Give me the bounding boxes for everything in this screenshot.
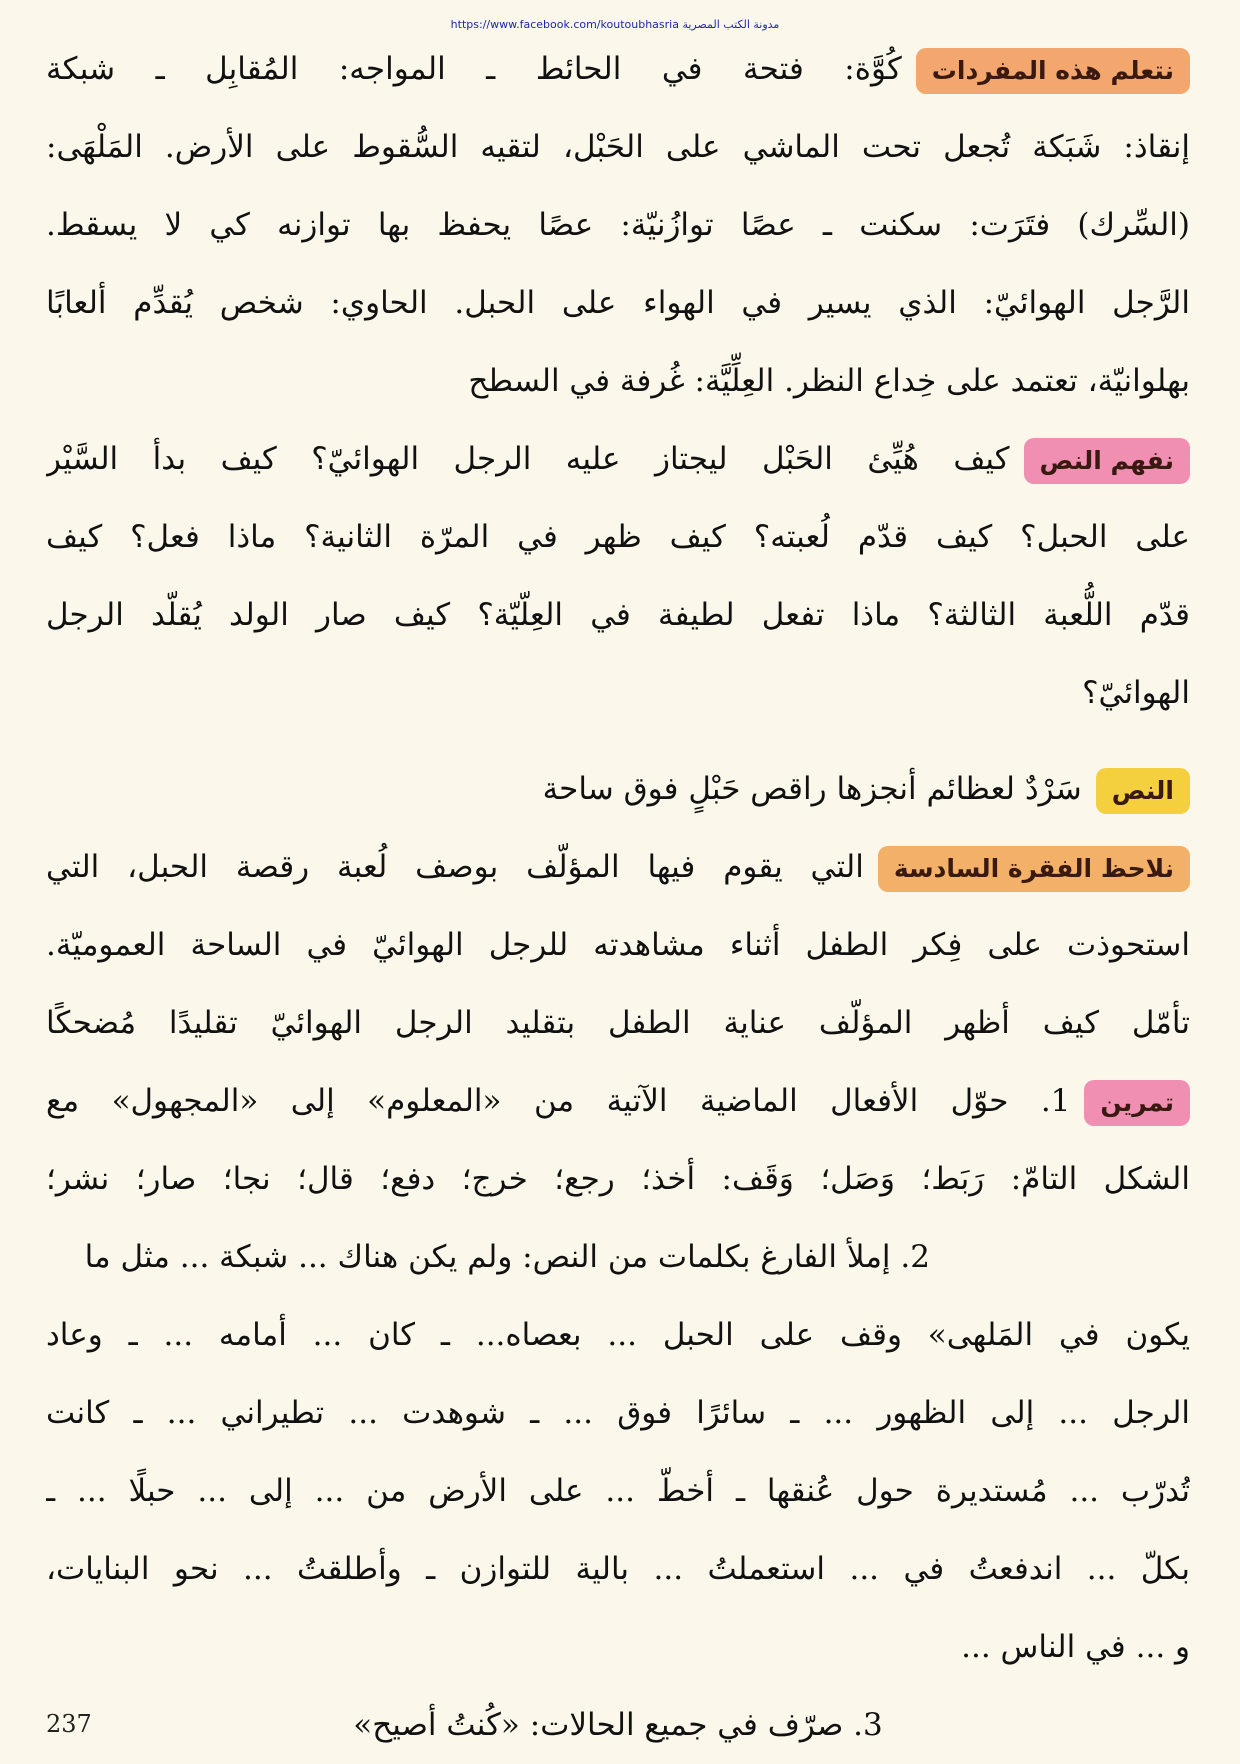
observe-line-1 bbox=[46, 828, 1190, 906]
section-spacer bbox=[46, 732, 1190, 750]
vocab-section bbox=[46, 30, 1190, 420]
observe-line-1-text: التي يقوم فيها المؤلّف بوصف لُعبة رقصة الحبل، التي bbox=[46, 849, 864, 885]
vocab-label: نتعلم هذه المفردات bbox=[916, 48, 1190, 94]
exercise-section bbox=[46, 1062, 1190, 1764]
exercise-line-3: 2. إملأ الفارغ بكلمات من النص: ولم يكن هناك ... شبكة ... مثل ما bbox=[84, 1239, 930, 1275]
text-label: النص bbox=[1096, 768, 1190, 814]
observe-line-3: تأمّل كيف أظهر المؤلّف عناية الطفل بتقليد الرجل الهوائيّ تقليدًا مُضحكًا bbox=[46, 1005, 1190, 1041]
vocab-line-5: بهلوانيّة، تعتمد على خِداع النظر. العِلِّيَّة: غُرفة في السطح bbox=[468, 363, 1190, 399]
exercise-line-7: بكلّ ... اندفعتُ في ... استعملتُ ... بالية للتوازن ـ وأطلقتُ ... نحو البنايات، bbox=[46, 1551, 1190, 1587]
understand-line-1 bbox=[46, 420, 1190, 498]
exercise-line-6: تُدرّب ... مُستديرة حول عُنقها ـ أخطّ ... على الأرض من ... إلى ... حبلًا ... ـ bbox=[46, 1473, 1190, 1509]
exercise-line-4: يكون في المَلهى» وقف على الحبل ... بعصاه... ـ كان ... أمامه ... ـ وعاد bbox=[46, 1317, 1190, 1353]
observe-section bbox=[46, 828, 1190, 1062]
exercise-line-9: 3. صرّف في جميع الحالات: «كُنتُ أصيح» bbox=[353, 1707, 883, 1743]
vocab-line-4: الرَّجل الهوائيّ: الذي يسير في الهواء على الحبل. الحاوي: شخص يُقدِّم ألعابًا bbox=[46, 285, 1190, 321]
understand-line-4: الهوائيّ؟ bbox=[1082, 675, 1190, 711]
understand-line-1-text: كيف هُيِّئ الحَبْل ليجتاز عليه الرجل الهوائيّ؟ كيف بدأ السَّيْر bbox=[46, 441, 1010, 477]
understand-label: نفهم النص bbox=[1024, 438, 1190, 484]
exercise-line-2: الشكل التامّ: رَبَط؛ وَصَل؛ وَقَف: أخذ؛ رجع؛ خرج؛ دفع؛ قال؛ نجا؛ صار؛ نشر؛ bbox=[46, 1161, 1190, 1197]
understand-section bbox=[46, 420, 1190, 732]
understand-line-3: قدّم اللُّعبة الثالثة؟ ماذا تفعل لطيفة في العِلّيّة؟ كيف صار الولد يُقلّد الرجل bbox=[46, 597, 1190, 633]
understand-line-2: على الحبل؟ كيف قدّم لُعبته؟ كيف ظهر في المرّة الثانية؟ ماذا فعل؟ كيف bbox=[46, 519, 1190, 555]
exercise-line-1 bbox=[46, 1062, 1190, 1140]
vocab-line-2: إنقاذ: شَبَكة تُجعل تحت الماشي على الحَبْل، لتقيه السُّقوط على الأرض. المَلْهَى: bbox=[46, 129, 1190, 165]
vocab-line-3: (السِّرك) فتَرَت: سكنت ـ عصًا توازُنيّة: عصًا يحفظ بها توازنه كي لا يسقط. bbox=[46, 207, 1190, 243]
observe-line-2: استحوذت على فِكر الطفل أثناء مشاهدته للرجل الهوائيّ في الساحة العموميّة. bbox=[46, 927, 1190, 963]
text-line-text: سَرْدٌ لعظائم أنجزها راقص حَبْلٍ فوق ساحة bbox=[542, 771, 1082, 807]
vocab-line-1 bbox=[46, 30, 1190, 108]
exercise-line-1-text: 1. حوّل الأفعال الماضية الآتية من «المعلوم» إلى «المجهول» مع bbox=[46, 1083, 1071, 1119]
exercise-label: تمرين bbox=[1084, 1080, 1190, 1126]
text-section bbox=[46, 750, 1190, 828]
exercise-line-5: الرجل ... إلى الظهور ... ـ سائرًا فوق ... ـ شوهدت ... تطيراني ... ـ كانت bbox=[46, 1395, 1190, 1431]
observe-label: نلاحظ الفقرة السادسة bbox=[878, 846, 1190, 892]
watermark-url[interactable]: https://www.facebook.com/koutoubhasria مدونة الكتب المصرية bbox=[450, 18, 780, 31]
text-line bbox=[46, 750, 1190, 828]
exercise-line-8: و ... في الناس ... bbox=[961, 1629, 1190, 1665]
page-number: 237 bbox=[46, 1710, 92, 1738]
vocab-line-1-text: كُوَّة: فتحة في الحائط ـ المواجه: المُقابِل ـ شبكة bbox=[46, 51, 902, 87]
